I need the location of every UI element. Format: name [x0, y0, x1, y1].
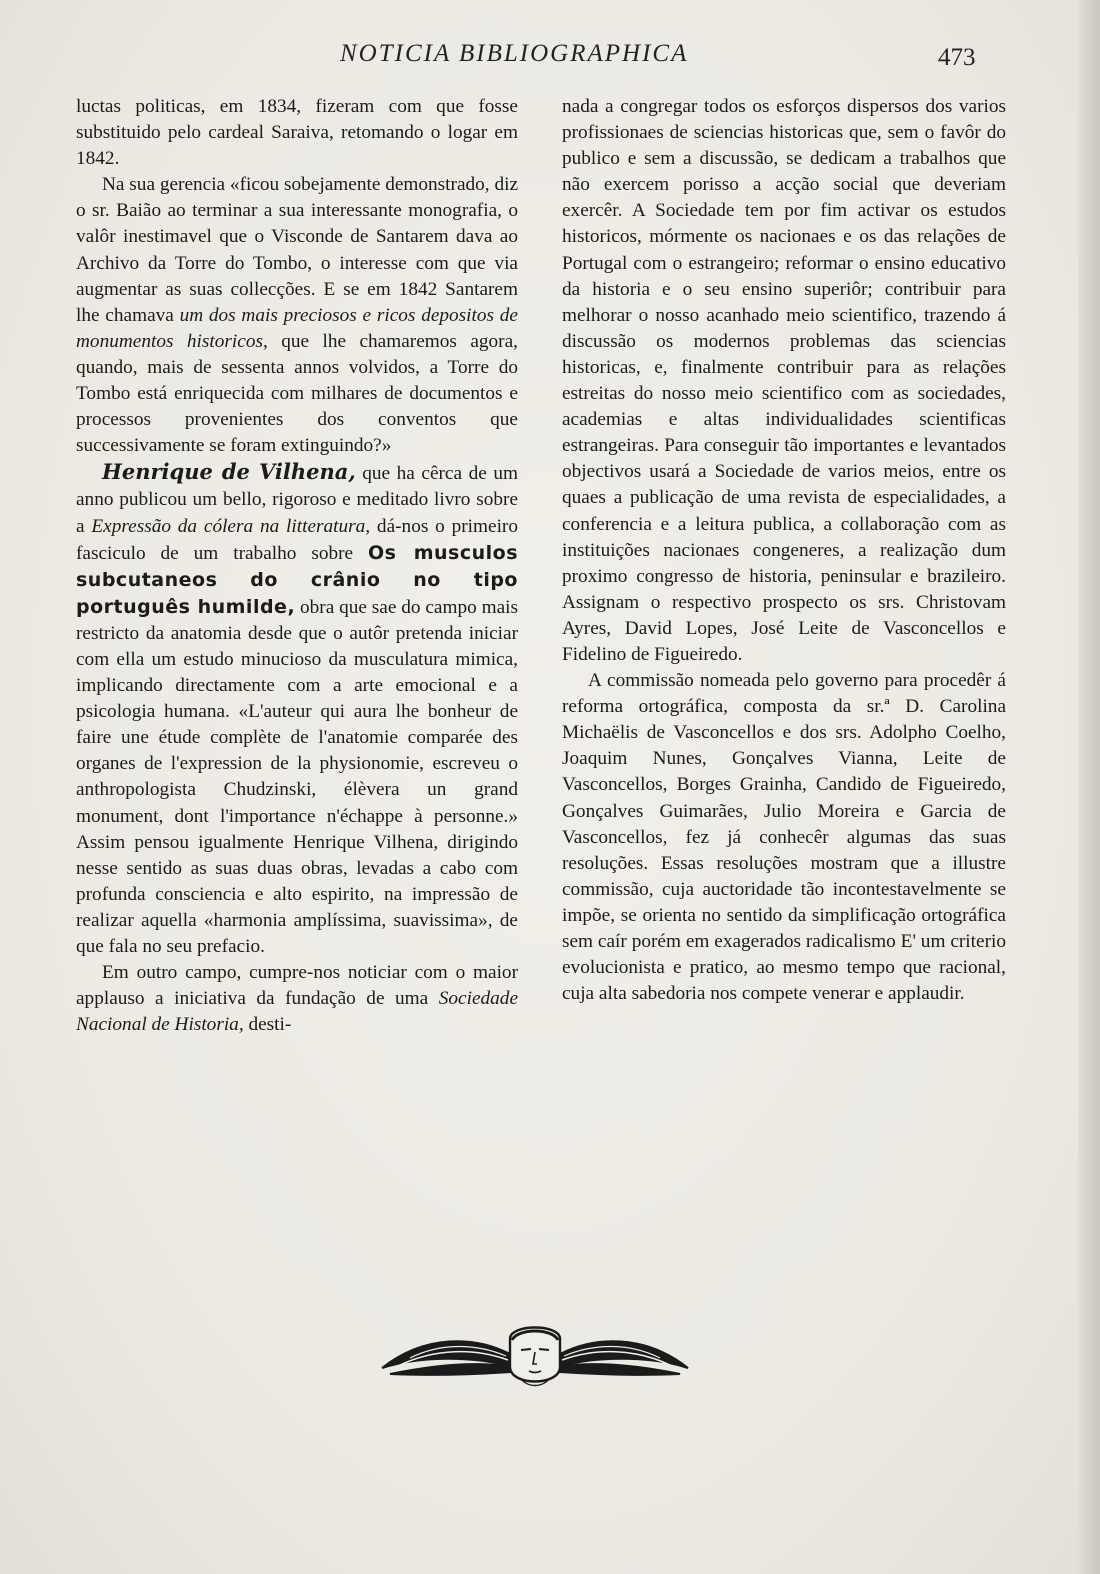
text-run: Na sua gerencia «ficou sobejamente demonstrado, diz o sr. Baião ao terminar a sua interessante monografia, o valôr inestimavel que o Visconde de Santarem dava ao Archivo da Torre do Tombo, o interesse com que via augmentar as suas collecções. E se em 1842 Santarem lhe chamava	[76, 174, 518, 326]
text-run: , que lhe chamaremos agora, quando, mais de sessenta annos volvidos, a Torre do Tombo está enriquecida com milhares de documentos e processos provenientes dos conventos que successivamente se foram extinguindo?»	[76, 330, 518, 457]
paragraph-santarem	[76, 172, 518, 459]
italic-society-name: Sociedade Nacional de Historia,	[76, 988, 518, 1036]
paragraph-continuation: luctas politicas, em 1834, fizeram com que fosse substituido pelo cardeal Saraiva, retomando o logar em 1842.	[76, 96, 518, 170]
winged-head-ornament-icon	[380, 1316, 690, 1396]
text-run: obra que sae do campo mais restricto da anatomia desde que o autôr pretenda iniciar com ella um estudo minucioso da musculatura mimica, implicando directamente com a arte emocional e a psicologia humana. «L'auteur qui aura lhe bonheur de faire une étude complète de l'anatomie comparée des organes de l'expression de la physionomie, escreveu o anthropologista Chudzinski, élèvera un grand monument, dont l'importance n'échappe à personne.» Assim pensou igualmente Henrique Vilhena, dirigindo nesse sentido as suas duas obras, levadas a cabo com profunda consciencia e alto espirito, na impressão de realizar aquella «harmonia amplíssima, suavissima», de que fala no seu prefacio.	[76, 596, 518, 957]
page-binding-shadow	[1078, 0, 1100, 1574]
text-run: que ha cêrca de um anno publicou um bello, rigoroso e meditado livro sobre a	[76, 463, 518, 537]
paragraph-vilhena	[76, 459, 518, 960]
text-run: desti-	[243, 1014, 292, 1036]
bold-work-title: Os musculos subcutaneos do crânio no tipo português humilde,	[76, 541, 518, 618]
italic-quote: um dos mais preciosos e ricos depositos de monumentos historicos	[76, 304, 518, 352]
paragraph-sociedade	[76, 960, 518, 1038]
italic-book-title: Expressão da cólera na litteratura,	[91, 515, 371, 537]
text-run: dá-nos o primeiro fasciculo de um trabalho sobre	[76, 515, 518, 564]
left-column	[76, 94, 518, 1038]
text-run: Em outro campo, cumpre-nos noticiar com o maior applauso a iniciativa da fundação de uma	[76, 962, 518, 1010]
running-title: NOTICIA BIBLIOGRAPHICA	[340, 40, 689, 67]
paragraph-sociedade-continued: nada a congregar todos os esforços dispersos dos varios profissionaes de sciencias historicas que, sem o favôr do publico e sem a discussão, se dedicam a trabalhos que não exercem porisso a acção social que deveriam exercêr. A Sociedade tem por fim activar os estudos historicos, mórmente os nacionaes e os das relações de Portugal com o estrangeiro; reformar o ensino educativo da historia e o seu ensino superiôr; contribuir para melhorar o nosso acanhado meio scientifico, trazendo á discussão os modernos problemas das sciencias historicas, e, finalmente contribuir para as relações estreitas do nosso meio scientifico com as sociedades, academias e altas individualidades scientificas estrangeiras. Para conseguir tão importantes e levantados objectivos usará a Sociedade de varios meios, entre os quaes a publicação de uma revista de especialidades, a conferencia e a leitura publica, a collaboração com as instituições nacionaes congeneres, a realização dum proximo congresso de historia, peninsular e brazileiro. Assignam o respectivo prospecto os srs. Christovam Ayres, David Lopes, José Leite de Vasconcellos e Fidelino de Figueiredo.	[562, 96, 1006, 665]
author-name: Henrique de Vilhena,	[102, 459, 356, 485]
right-column	[562, 94, 1006, 1007]
paragraph-ortografia: A commissão nomeada pelo governo para procedêr á reforma ortográfica, composta da sr.ª D. Carolina Michaëlis de Vasconcellos e dos srs. Adolpho Coelho, Joaquim Nunes, Gonçalves Vianna, Leite de Vasconcellos, Borges Grainha, Candido de Figueiredo, Gonçalves Guimarães, Julio Moreira e Garcia de Vasconcellos, fez já conhecêr algumas das suas resoluções. Essas resoluções mostram que a illustre commissão, cuja auctoridade tão incontestavelmente se impõe, se orienta no sentido da simplificação ortográfica sem caír porém em exagerados radicalismo E' um criterio evolucionista e pratico, ao mesmo tempo que racional, cuja alta sabedoria nos compete venerar e applaudir.	[562, 670, 1006, 1005]
page-number: 473	[938, 44, 976, 71]
